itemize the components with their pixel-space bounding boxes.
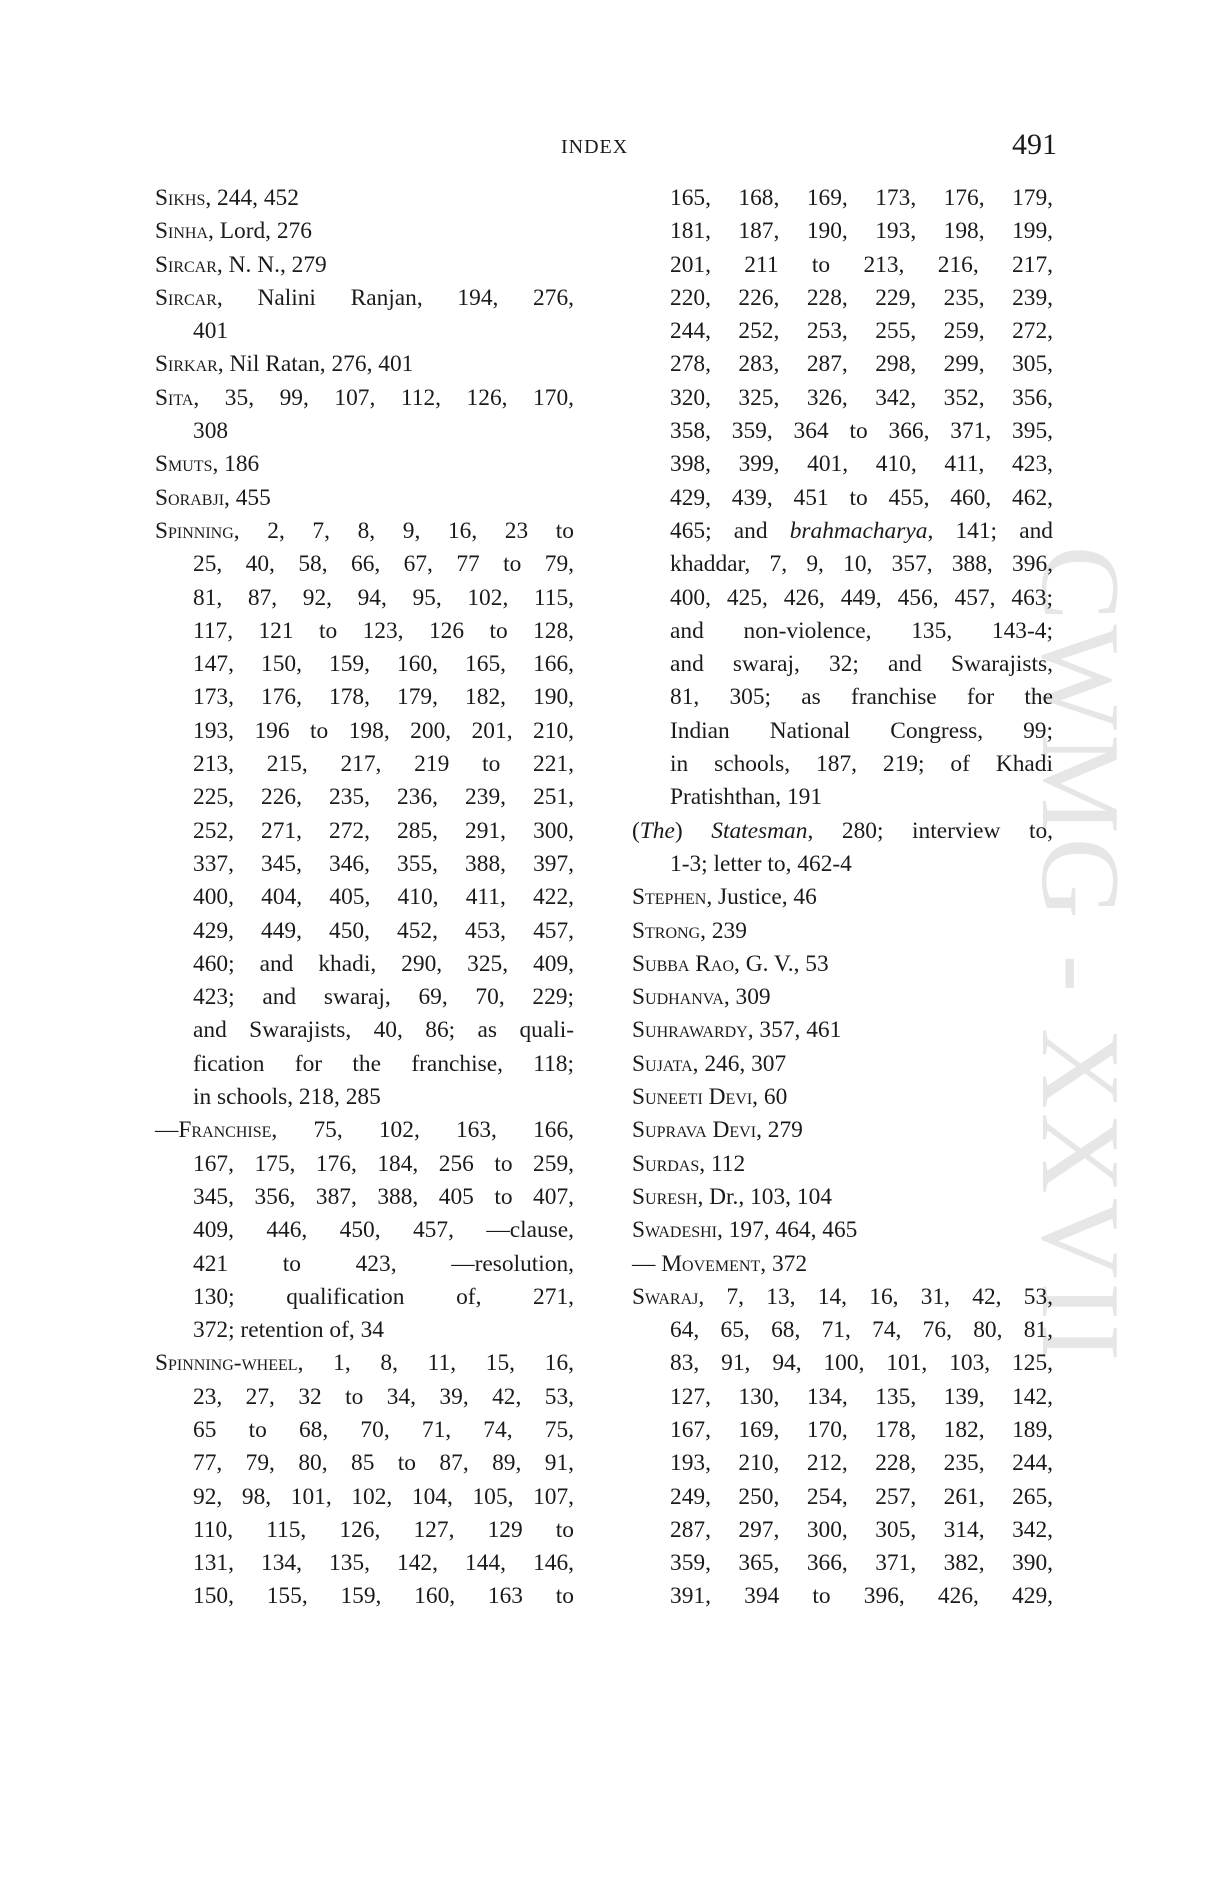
- index-text: 429, 449, 450, 452, 453, 457,: [193, 917, 574, 944]
- index-text: , 60: [752, 1084, 788, 1111]
- index-line: [155, 1248, 574, 1281]
- index-text: , Justice, 46: [706, 884, 817, 911]
- index-text: , 372: [760, 1250, 808, 1277]
- index-line: [155, 215, 574, 248]
- index-line: [632, 681, 1053, 714]
- index-text: ): [674, 817, 712, 844]
- index-line: [632, 1214, 1053, 1247]
- index-text: 77, 79, 80, 85 to 87, 89, 91,: [193, 1450, 574, 1477]
- index-text: 201, 211 to 213, 216, 217,: [670, 251, 1053, 278]
- index-text: —: [155, 1117, 179, 1144]
- index-text: 401: [193, 318, 229, 345]
- index-term: Suresh: [632, 1183, 698, 1210]
- index-term: Franchise: [178, 1117, 272, 1144]
- index-text: 308: [193, 418, 229, 445]
- index-line: [155, 548, 574, 581]
- index-line: [632, 1447, 1053, 1480]
- index-line: [155, 415, 574, 448]
- index-text: 225, 226, 235, 236, 239, 251,: [193, 784, 574, 811]
- index-line: [155, 582, 574, 615]
- index-text: 193, 210, 212, 228, 235, 244,: [670, 1450, 1053, 1477]
- index-text: —: [632, 1250, 662, 1277]
- index-term: Sujata: [632, 1050, 693, 1077]
- index-term: Sikhs: [155, 185, 206, 211]
- index-line: [632, 1248, 1053, 1281]
- index-line: [632, 1114, 1053, 1147]
- index-text: 1-3; letter to, 462-4: [670, 850, 852, 877]
- index-text: 173, 176, 178, 179, 182, 190,: [193, 684, 574, 711]
- index-line: [155, 1181, 574, 1214]
- index-line: [155, 448, 574, 481]
- index-line: [632, 948, 1053, 981]
- index-line: [155, 348, 574, 381]
- index-line: [155, 1414, 574, 1447]
- index-text: , 1, 8, 11, 15, 16,: [297, 1350, 574, 1377]
- index-text: , Dr., 103, 104: [697, 1183, 832, 1210]
- index-text: 460; and khadi, 290, 325, 409,: [193, 950, 574, 977]
- index-text: 244, 252, 253, 255, 259, 272,: [670, 318, 1053, 345]
- index-column-left: [155, 182, 574, 1614]
- index-text: , Nalini Ranjan, 194, 276,: [216, 284, 574, 311]
- index-line: [155, 915, 574, 948]
- index-text: 409, 446, 450, 457, —clause,: [193, 1217, 574, 1244]
- index-text: Pratishthan, 191: [670, 784, 823, 811]
- index-line: [155, 848, 574, 881]
- index-text: , 357, 461: [747, 1017, 842, 1044]
- index-line: [632, 1014, 1053, 1047]
- index-line: [155, 315, 574, 348]
- index-line: [155, 1081, 574, 1114]
- index-text: 465; and: [670, 517, 790, 544]
- index-line: [155, 781, 574, 814]
- index-text: khaddar, 7, 9, 10, 357, 388, 396,: [670, 551, 1053, 578]
- index-line: [632, 1547, 1053, 1580]
- index-text: 23, 27, 32 to 34, 39, 42, 53,: [193, 1383, 574, 1410]
- index-line: [155, 1148, 574, 1181]
- index-line: [632, 215, 1053, 248]
- index-text: 127, 130, 134, 135, 139, 142,: [670, 1383, 1053, 1410]
- index-text: and non-violence, 135, 143-4;: [670, 617, 1053, 644]
- index-text: and swaraj, 32; and Swarajists,: [670, 651, 1053, 678]
- index-term: Sudhanva: [632, 984, 724, 1011]
- index-text: 400, 425, 426, 449, 456, 457, 463;: [670, 584, 1053, 611]
- index-text: 398, 399, 401, 410, 411, 423,: [670, 451, 1053, 478]
- index-text: 372; retention of, 34: [193, 1317, 384, 1344]
- index-line: [155, 648, 574, 681]
- index-line: [632, 981, 1053, 1014]
- index-text: , 455: [224, 484, 271, 511]
- index-text: fication for the franchise, 118;: [193, 1050, 574, 1077]
- index-line: [155, 748, 574, 781]
- index-term: Swadeshi: [632, 1217, 718, 1244]
- index-line: [155, 249, 574, 282]
- index-text: 181, 187, 190, 193, 198, 199,: [670, 218, 1053, 245]
- index-line: [155, 1514, 574, 1547]
- index-line: [632, 881, 1053, 914]
- italic-text: The: [639, 817, 675, 844]
- index-line: [632, 382, 1053, 415]
- index-text: and Swarajists, 40, 86; as quali-: [193, 1017, 574, 1044]
- index-text: Indian National Congress, 99;: [670, 717, 1053, 744]
- index-line: [632, 615, 1053, 648]
- index-line: [155, 1048, 574, 1081]
- index-term: Movement: [661, 1250, 761, 1277]
- index-text: in schools, 187, 219; of Khadi: [670, 751, 1053, 778]
- index-line: [155, 1014, 574, 1047]
- running-head: INDEX: [561, 136, 629, 158]
- index-term: Strong: [632, 917, 701, 944]
- index-line: [155, 1580, 574, 1613]
- index-text: 150, 155, 159, 160, 163 to: [193, 1583, 574, 1610]
- index-text: , 280; interview to,: [807, 817, 1054, 844]
- index-term: Subba Rao: [632, 950, 735, 977]
- index-line: [632, 182, 1053, 215]
- index-text: 252, 271, 272, 285, 291, 300,: [193, 817, 574, 844]
- index-text: in schools, 218, 285: [193, 1084, 381, 1111]
- index-text: , N. N., 279: [216, 251, 327, 278]
- index-term: Sorabji: [155, 484, 225, 511]
- index-line: [155, 1114, 574, 1147]
- index-text: 345, 356, 387, 388, 405 to 407,: [193, 1183, 574, 1210]
- index-text: 117, 121 to 123, 126 to 128,: [193, 617, 574, 644]
- index-term: Suhrawardy: [632, 1017, 748, 1044]
- index-text: , G. V., 53: [734, 950, 829, 977]
- index-line: [632, 1181, 1053, 1214]
- index-line: [155, 1347, 574, 1380]
- index-line: [632, 1580, 1053, 1613]
- index-term: Smuts: [155, 451, 213, 478]
- index-line: [155, 815, 574, 848]
- index-text: 110, 115, 126, 127, 129 to: [193, 1516, 574, 1543]
- index-line: [632, 848, 1053, 881]
- index-term: Spinning: [155, 517, 234, 544]
- index-line: [632, 315, 1053, 348]
- index-line: [632, 548, 1053, 581]
- index-term: Spinning-wheel: [155, 1350, 298, 1377]
- index-line: [632, 1314, 1053, 1347]
- index-line: [632, 1347, 1053, 1380]
- index-text: , 2, 7, 8, 9, 16, 23 to: [233, 517, 574, 544]
- index-text: 220, 226, 228, 229, 235, 239,: [670, 284, 1053, 311]
- index-line: [632, 815, 1053, 848]
- italic-text: Statesman: [711, 817, 808, 844]
- index-term: Sirkar: [155, 351, 218, 378]
- index-line: [155, 981, 574, 1014]
- index-text: , 112: [699, 1150, 746, 1177]
- index-text: , 7, 13, 14, 16, 31, 42, 53,: [698, 1283, 1053, 1310]
- index-term: Surdas: [632, 1150, 700, 1177]
- index-line: [632, 515, 1053, 548]
- index-line: [632, 1414, 1053, 1447]
- index-line: [155, 715, 574, 748]
- index-text: 278, 283, 287, 298, 299, 305,: [670, 351, 1053, 378]
- index-line: [155, 615, 574, 648]
- index-line: [155, 1314, 574, 1347]
- index-text: , Lord, 276: [208, 218, 312, 245]
- index-text: (: [632, 817, 640, 844]
- index-text: 358, 359, 364 to 366, 371, 395,: [670, 418, 1053, 445]
- index-text: 287, 297, 300, 305, 314, 342,: [670, 1516, 1053, 1543]
- index-text: 130; qualification of, 271,: [193, 1283, 574, 1310]
- index-line: [632, 715, 1053, 748]
- index-text: , 35, 99, 107, 112, 126, 170,: [193, 384, 574, 411]
- index-line: [632, 781, 1053, 814]
- index-line: [632, 448, 1053, 481]
- index-line: [155, 681, 574, 714]
- index-text: 193, 196 to 198, 200, 201, 210,: [193, 717, 574, 744]
- index-line: [155, 1281, 574, 1314]
- index-text: 25, 40, 58, 66, 67, 77 to 79,: [193, 551, 574, 578]
- index-line: [155, 948, 574, 981]
- index-line: [155, 1547, 574, 1580]
- index-line: [155, 182, 574, 215]
- index-column-right: [632, 182, 1053, 1614]
- index-text: 400, 404, 405, 410, 411, 422,: [193, 884, 574, 911]
- index-text: 131, 134, 135, 142, 144, 146,: [193, 1550, 574, 1577]
- index-term: Suneeti Devi: [632, 1084, 753, 1111]
- index-term: Sita: [155, 384, 194, 411]
- index-term: Stephen: [632, 884, 707, 911]
- index-text: 81, 87, 92, 94, 95, 102, 115,: [193, 584, 574, 611]
- index-text: , 239: [700, 917, 747, 944]
- index-line: [632, 582, 1053, 615]
- index-text: , 141; and: [927, 517, 1053, 544]
- index-line: [632, 415, 1053, 448]
- index-term: Sircar: [155, 284, 217, 311]
- index-text: 359, 365, 366, 371, 382, 390,: [670, 1550, 1053, 1577]
- index-text: 167, 175, 176, 184, 256 to 259,: [193, 1150, 574, 1177]
- index-line: [632, 1381, 1053, 1414]
- index-text: 320, 325, 326, 342, 352, 356,: [670, 384, 1053, 411]
- index-line: [632, 915, 1053, 948]
- index-line: [155, 482, 574, 515]
- index-text: 213, 215, 217, 219 to 221,: [193, 751, 574, 778]
- italic-text: brahmacharya: [789, 517, 928, 544]
- index-text: 249, 250, 254, 257, 261, 265,: [670, 1483, 1053, 1510]
- index-text: , 244, 452: [205, 185, 299, 211]
- index-line: [632, 1048, 1053, 1081]
- index-line: [155, 515, 574, 548]
- index-text: 83, 91, 94, 100, 101, 103, 125,: [670, 1350, 1053, 1377]
- index-line: [155, 1381, 574, 1414]
- page-number: 491: [1012, 128, 1057, 161]
- index-text: 81, 305; as franchise for the: [670, 684, 1053, 711]
- index-text: , 197, 464, 465: [717, 1217, 858, 1244]
- watermark-text: CWMG - XXVII: [1018, 545, 1143, 1365]
- index-line: [632, 1481, 1053, 1514]
- index-term: Swaraj: [632, 1283, 699, 1310]
- index-text: 421 to 423, —resolution,: [193, 1250, 574, 1277]
- index-line: [632, 1148, 1053, 1181]
- index-line: [632, 1514, 1053, 1547]
- index-text: 391, 394 to 396, 426, 429,: [670, 1583, 1053, 1610]
- index-line: [632, 482, 1053, 515]
- index-line: [155, 282, 574, 315]
- index-text: , 186: [212, 451, 260, 478]
- index-text: 64, 65, 68, 71, 74, 76, 80, 81,: [670, 1317, 1053, 1344]
- index-text: 423; and swaraj, 69, 70, 229;: [193, 984, 574, 1011]
- index-text: 65 to 68, 70, 71, 74, 75,: [193, 1416, 574, 1443]
- index-line: [155, 1481, 574, 1514]
- index-text: , 246, 307: [692, 1050, 787, 1077]
- index-text: 429, 439, 451 to 455, 460, 462,: [670, 484, 1053, 511]
- index-line: [632, 648, 1053, 681]
- index-line: [632, 748, 1053, 781]
- index-text: 147, 150, 159, 160, 165, 166,: [193, 651, 574, 678]
- index-term: Sinha: [155, 218, 209, 245]
- index-text: , 279: [756, 1117, 803, 1144]
- index-line: [632, 1081, 1053, 1114]
- index-line: [155, 1214, 574, 1247]
- index-text: 165, 168, 169, 173, 176, 179,: [670, 185, 1053, 211]
- index-line: [155, 1447, 574, 1480]
- index-line: [632, 282, 1053, 315]
- index-text: , 75, 102, 163, 166,: [271, 1117, 574, 1144]
- index-line: [155, 382, 574, 415]
- index-line: [632, 249, 1053, 282]
- index-line: [632, 348, 1053, 381]
- index-line: [155, 881, 574, 914]
- index-text: , Nil Ratan, 276, 401: [217, 351, 414, 378]
- index-term: Sircar: [155, 251, 217, 278]
- index-text: 337, 345, 346, 355, 388, 397,: [193, 850, 574, 877]
- index-term: Suprava Devi: [632, 1117, 757, 1144]
- index-text: , 309: [723, 984, 771, 1011]
- index-text: 92, 98, 101, 102, 104, 105, 107,: [193, 1483, 574, 1510]
- index-line: [632, 1281, 1053, 1314]
- index-text: 167, 169, 170, 178, 182, 189,: [670, 1416, 1053, 1443]
